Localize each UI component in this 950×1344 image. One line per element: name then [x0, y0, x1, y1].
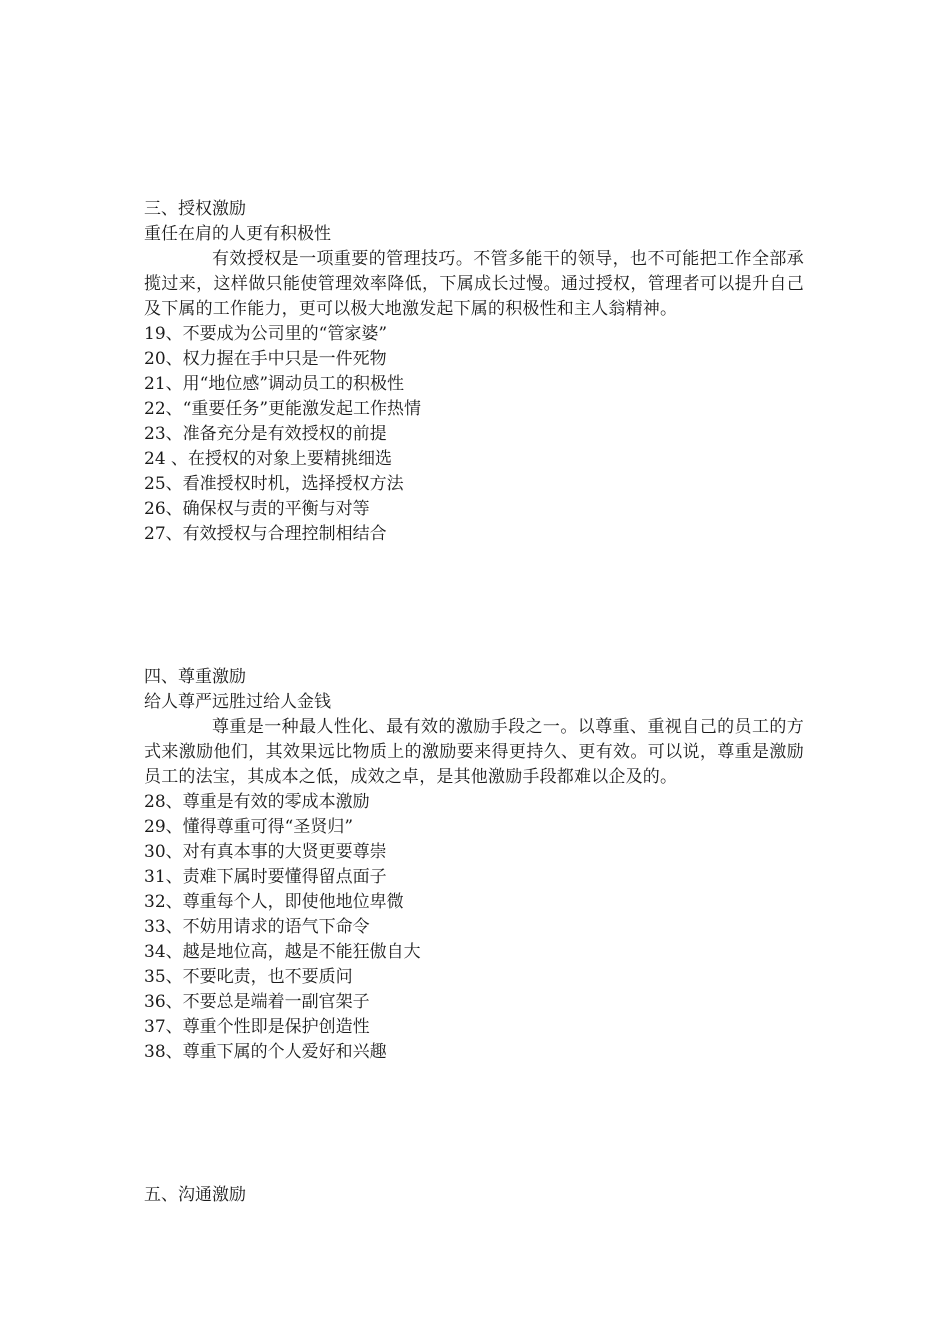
section-paragraph: 有效授权是一项重要的管理技巧。不管多能干的领导，也不可能把工作全部承揽过来，这样做只能使管理效率降低，下属成长过慢。通过授权，管理者可以提升自己及下属的工作能力，更可以极大地激发起下属的积极性和主人翁精神。: [144, 249, 804, 319]
list-item: 28、尊重是有效的零成本激励: [144, 792, 370, 812]
section-communication-incentive: [144, 1183, 804, 1208]
list-item: 29、懂得尊重可得“圣贤归”: [144, 817, 354, 837]
section-subtitle: 重任在肩的人更有积极性: [144, 224, 331, 244]
section-heading: 五、沟通激励: [144, 1185, 246, 1205]
list-item: 31、责难下属时要懂得留点面子: [144, 867, 387, 887]
list-item: 35、不要叱责，也不要质问: [144, 967, 353, 987]
section-authorization-incentive: [144, 197, 804, 547]
list-item: 23、准备充分是有效授权的前提: [144, 424, 387, 444]
list-item: 37、尊重个性即是保护创造性: [144, 1017, 370, 1037]
list-item: 33、不妨用请求的语气下命令: [144, 917, 370, 937]
section-heading: 三、授权激励: [144, 199, 246, 219]
list-item: 19、不要成为公司里的“管家婆”: [144, 324, 388, 344]
section-paragraph: 尊重是一种最人性化、最有效的激励手段之一。以尊重、重视自己的员工的方式来激励他们，其效果远比物质上的激励要来得更持久、更有效。可以说，尊重是激励员工的法宝，其成本之低，成效之卓，是其他激励手段都难以企及的。: [144, 717, 804, 787]
list-item: 21、用“地位感”调动员工的积极性: [144, 374, 405, 394]
list-item: 22、“重要任务”更能激发起工作热情: [144, 399, 422, 419]
list-item: 30、对有真本事的大贤更要尊崇: [144, 842, 387, 862]
section-subtitle: 给人尊严远胜过给人金钱: [144, 692, 331, 712]
list-item: 25、看准授权时机，选择授权方法: [144, 474, 404, 494]
list-item: 20、权力握在手中只是一件死物: [144, 349, 387, 369]
section-respect-incentive: [144, 665, 804, 1065]
section-heading: 四、尊重激励: [144, 667, 246, 687]
list-item: 26、确保权与责的平衡与对等: [144, 499, 370, 519]
list-item: 34、越是地位高，越是不能狂傲自大: [144, 942, 421, 962]
list-item: 27、有效授权与合理控制相结合: [144, 524, 387, 544]
list-item: 36、不要总是端着一副官架子: [144, 992, 370, 1012]
list-item: 38、尊重下属的个人爱好和兴趣: [144, 1042, 387, 1062]
list-item: 32、尊重每个人，即使他地位卑微: [144, 892, 404, 912]
list-item: 24 、在授权的对象上要精挑细选: [144, 449, 393, 469]
